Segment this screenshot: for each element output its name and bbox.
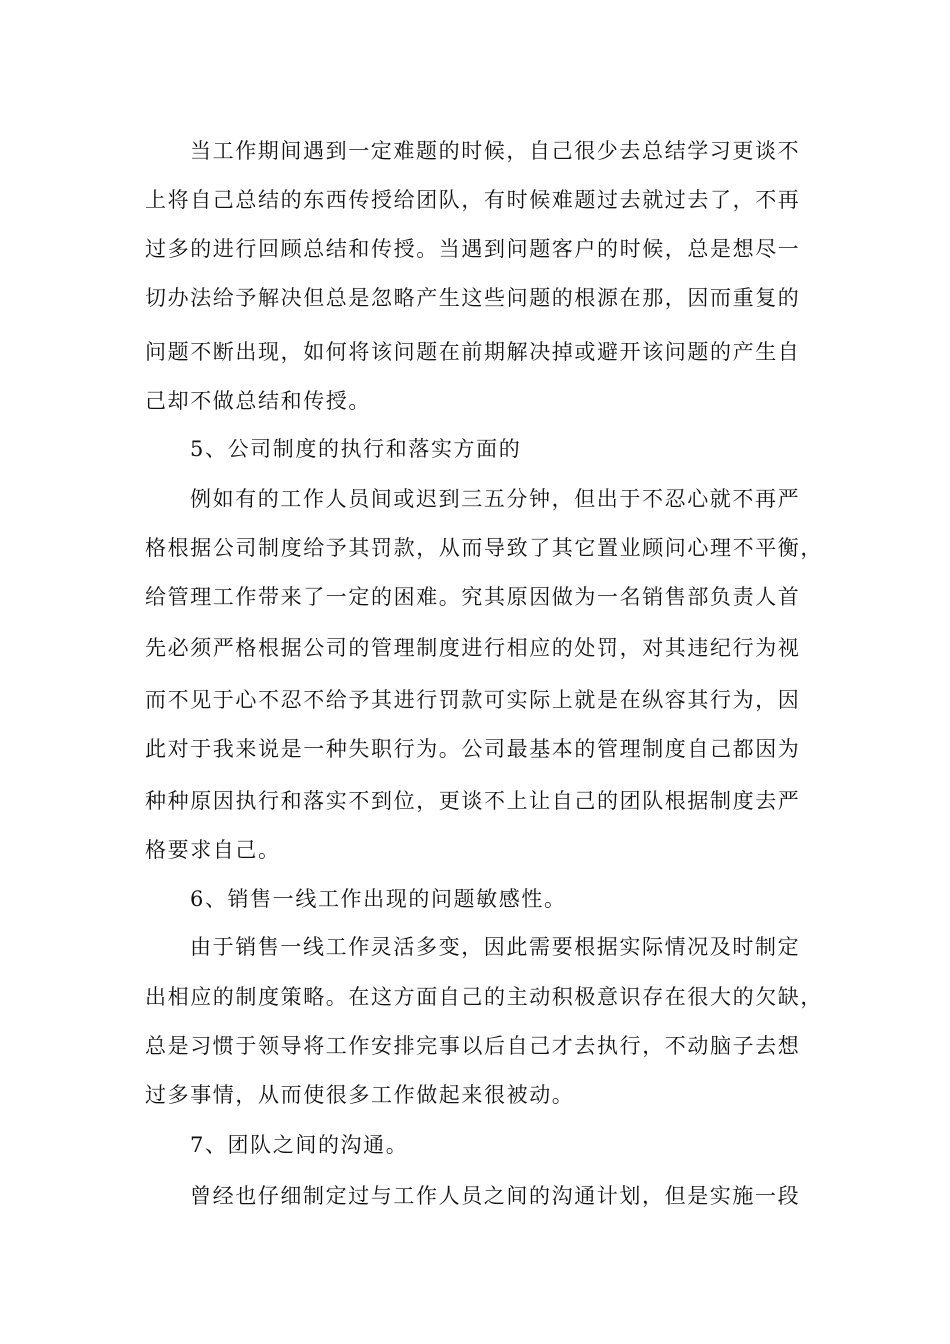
section-heading: 7、团队之间的沟通。	[190, 1133, 409, 1157]
text-line: 问题不断出现，如何将该问题在前期解决掉或避开该问题的产生自	[145, 340, 801, 364]
section-heading: 6、销售一线工作出现的问题敏感性。	[190, 887, 567, 911]
text-line: 种种原因执行和落实不到位，更谈不上让自己的团队根据制度去严	[145, 789, 801, 813]
text-line: 上将自己总结的东西传授给团队，有时候难题过去就过去了，不再	[145, 188, 801, 212]
text-line: 总是习惯于领导将工作安排完事以后自己才去执行，不动脑子去想	[145, 1034, 801, 1058]
text-line: 先必须严格根据公司的管理制度进行相应的处罚，对其违纪行为视	[145, 636, 801, 660]
text-line: 格根据公司制度给予其罚款，从而导致了其它置业顾问心理不平衡，	[145, 536, 823, 560]
text-line: 切办法给予解决但总是忽略产生这些问题的根源在那，因而重复的	[145, 286, 801, 310]
section-heading: 5、公司制度的执行和落实方面的	[190, 437, 522, 461]
text-line: 出相应的制度策略。在这方面自己的主动积极意识存在很大的欠缺，	[145, 985, 823, 1009]
text-line: 而不见于心不忍不给予其进行罚款可实际上就是在纵容其行为，因	[145, 688, 801, 712]
text-line: 过多的进行回顾总结和传授。当遇到问题客户的时候，总是想尽一	[145, 237, 801, 261]
text-line: 给管理工作带来了一定的困难。究其原因做为一名销售部负责人首	[145, 585, 801, 609]
text-line: 格要求自己。	[145, 838, 281, 862]
text-line: 例如有的工作人员间或迟到三五分钟，但出于不忍心就不再严	[190, 487, 801, 511]
text-line: 由于销售一线工作灵活多变，因此需要根据实际情况及时制定	[190, 935, 801, 959]
text-line: 曾经也仔细制定过与工作人员之间的沟通计划，但是实施一段	[190, 1184, 801, 1208]
text-line: 己却不做总结和传授。	[145, 389, 371, 413]
text-line: 此对于我来说是一种失职行为。公司最基本的管理制度自己都因为	[145, 737, 801, 761]
text-line: 过多事情，从而使很多工作做起来很被动。	[145, 1083, 575, 1107]
text-line: 当工作期间遇到一定难题的时候，自己很少去总结学习更谈不	[190, 139, 801, 163]
